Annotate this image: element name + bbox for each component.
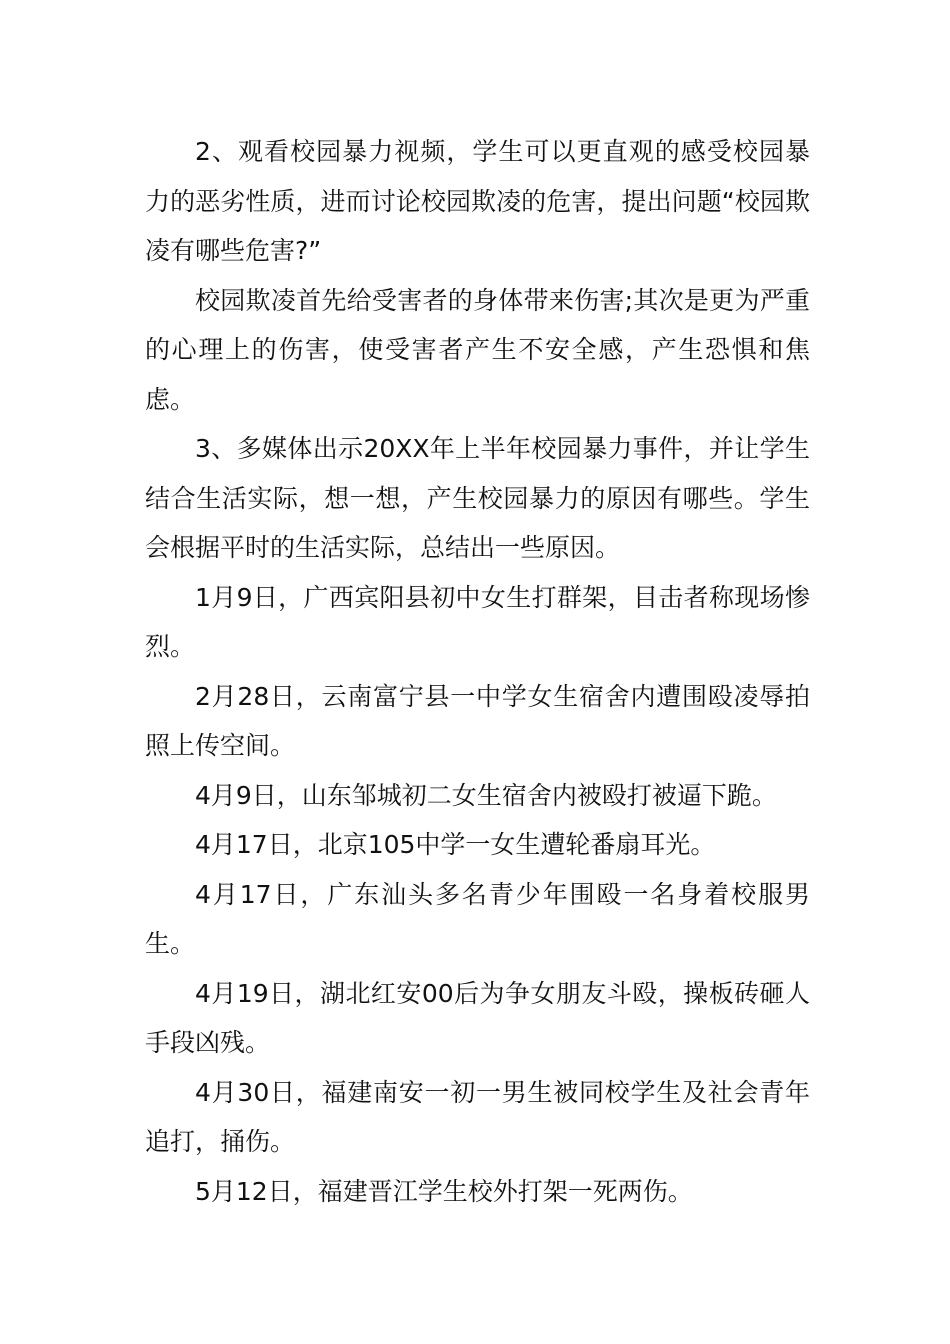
event-item: 4月30日，福建南安一初一男生被同校学生及社会青年追打，捅伤。: [145, 1077, 810, 1156]
document-body: [145, 127, 810, 1216]
paragraph-harm-answer: 校园欺凌首先给受害者的身体带来伤害;其次是更为严重的心理上的伤害，使受害者产生不安全感，产生恐惧和焦虑。: [145, 285, 810, 414]
event-item: 4月17日，广东汕头多名青少年围殴一名身着校服男生。: [145, 879, 810, 958]
paragraph-multimedia-events: 3、多媒体出示20XX年上半年校园暴力事件，并让学生结合生活实际，想一想，产生校园暴力的原因有哪些。学生会根据平时的生活实际，总结出一些原因。: [145, 434, 810, 562]
event-item: 4月9日，山东邹城初二女生宿舍内被殴打被逼下跪。: [195, 780, 777, 810]
event-item: 4月17日，北京105中学一女生遭轮番扇耳光。: [195, 830, 716, 859]
event-item: 1月9日，广西宾阳县初中女生打群架，目击者称现场惨烈。: [145, 582, 810, 661]
event-item: 4月19日，湖北红安00后为争女朋友斗殴，操板砖砸人手段凶残。: [145, 978, 810, 1057]
event-item: 2月28日，云南富宁县一中学女生宿舍内遭围殴凌辱拍照上传空间。: [145, 681, 810, 760]
event-item: 5月12日，福建晋江学生校外打架一死两伤。: [195, 1176, 693, 1206]
paragraph-video-discussion: 2、观看校园暴力视频，学生可以更直观的感受校园暴力的恶劣性质，进而讨论校园欺凌的危害，提出问题“校园欺凌有哪些危害?”: [145, 137, 810, 265]
